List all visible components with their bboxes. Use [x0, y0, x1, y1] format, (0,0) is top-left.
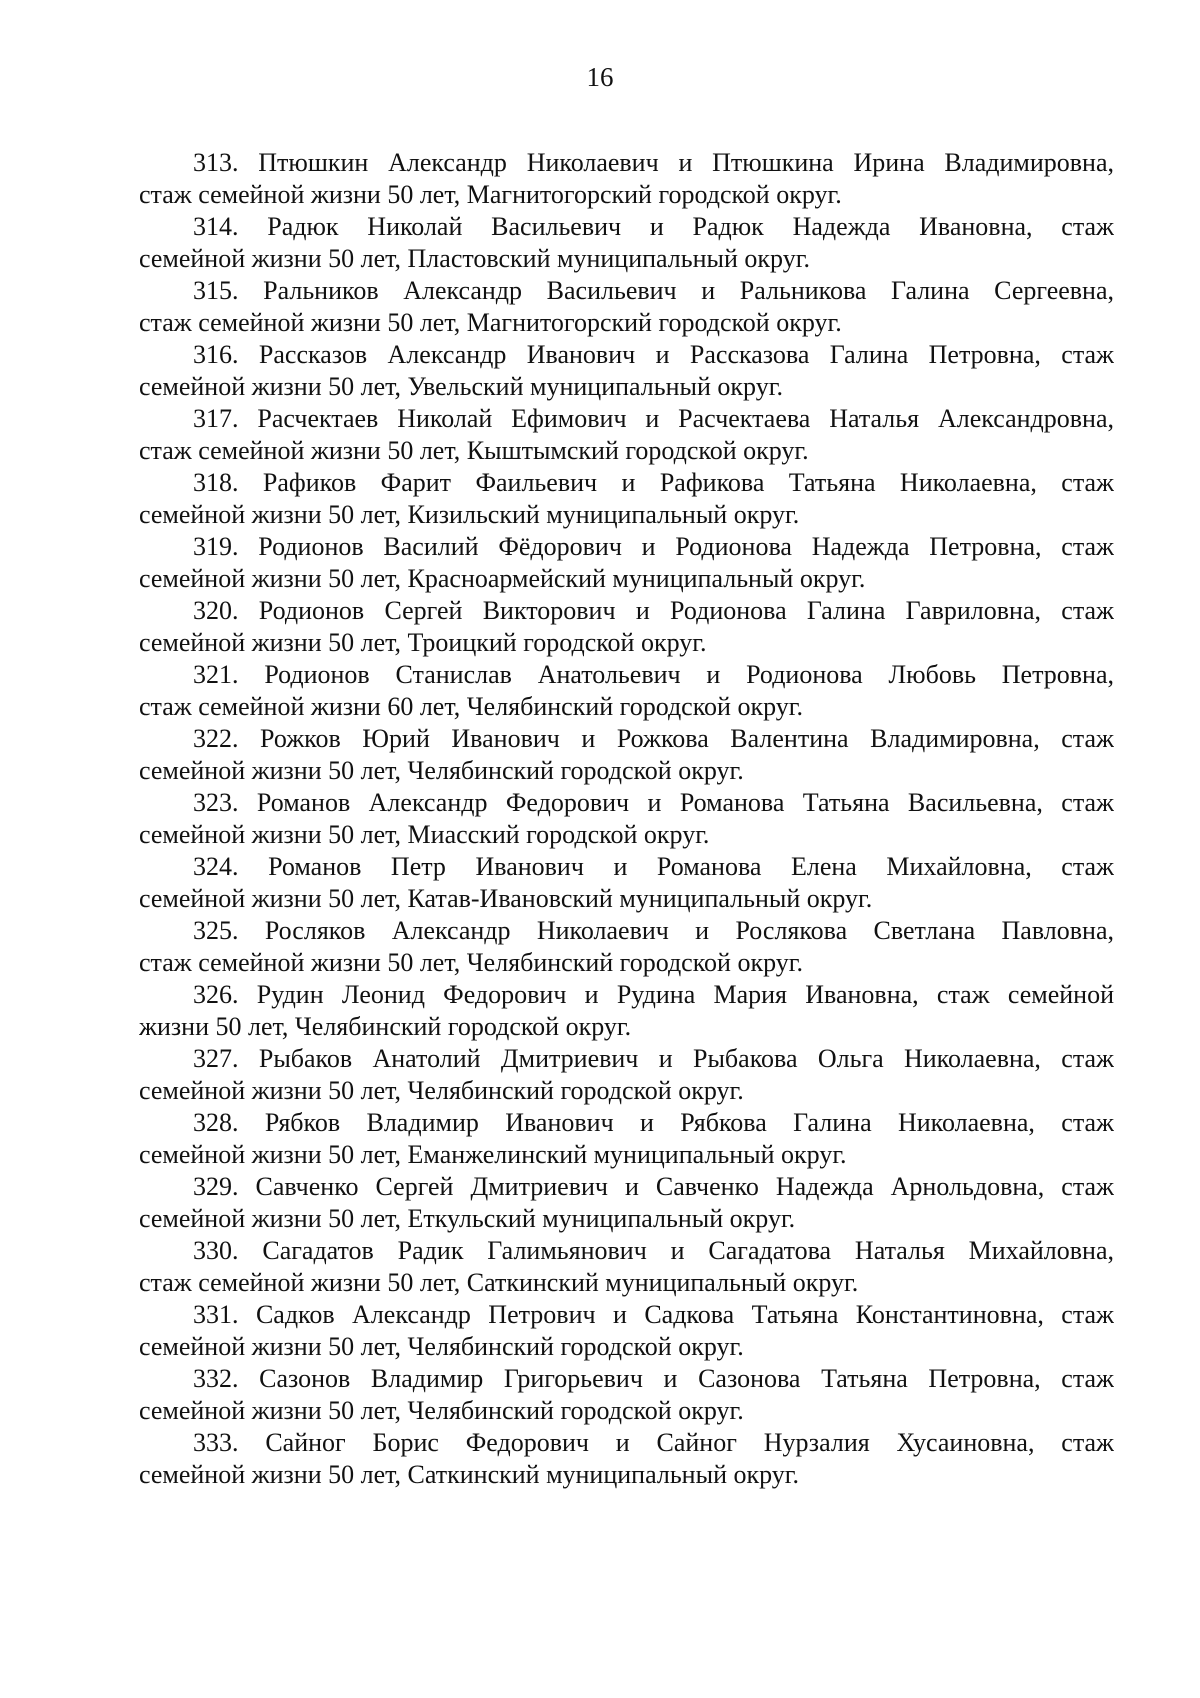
entry-first-line	[139, 1043, 1114, 1075]
entry-text-line1: Родионов Станислав Анатольевич и Родионова Любовь Петровна,	[264, 660, 1114, 689]
entry-text-line1: Романов Александр Федорович и Романова Татьяна Васильевна, стаж	[256, 788, 1114, 817]
entry-text-line1: Родионов Сергей Викторович и Родионова Галина Гавриловна, стаж	[258, 596, 1114, 625]
entry-text-line2: семейной жизни 50 лет, Катав-Ивановский муниципальный округ.	[139, 884, 873, 913]
entry-text-line2: семейной жизни 50 лет, Миасский городской округ.	[139, 820, 710, 849]
entry-first-line	[139, 211, 1114, 243]
entry-text-line2: семейной жизни 50 лет, Челябинский городской округ.	[139, 756, 744, 785]
entry-text-line1: Рассказов Александр Иванович и Рассказова Галина Петровна, стаж	[258, 340, 1114, 369]
entry-first-line	[139, 467, 1114, 499]
entry-text-line2: семейной жизни 50 лет, Саткинский муниципальный округ.	[139, 1460, 800, 1489]
entry-first-line	[139, 787, 1114, 819]
entry-text-line1: Сазонов Владимир Григорьевич и Сазонова Татьяна Петровна, стаж	[259, 1364, 1114, 1393]
entry-text-line2: стаж семейной жизни 50 лет, Кыштымский городской округ.	[139, 436, 809, 465]
entry-number: 323.	[193, 788, 239, 817]
entry-first-line	[139, 403, 1114, 435]
entry-number: 331.	[193, 1300, 239, 1329]
entry-first-line	[139, 275, 1114, 307]
entry-number: 315.	[193, 276, 239, 305]
list-item	[139, 1235, 1114, 1299]
entry-text-line1: Родионов Василий Фёдорович и Родионова Надежда Петровна, стаж	[258, 532, 1114, 561]
entry-text-line2: семейной жизни 50 лет, Красноармейский муниципальный округ.	[139, 564, 866, 593]
entry-number: 326.	[193, 980, 239, 1009]
entry-text-line1: Сайног Борис Федорович и Сайног Нурзалия Хусаиновна, стаж	[265, 1428, 1114, 1457]
entry-number: 327.	[193, 1044, 239, 1073]
entry-number: 319.	[193, 532, 239, 561]
list-item	[139, 723, 1114, 787]
entry-text-line1: Сагадатов Радик Галимьянович и Сагадатова Наталья Михайловна,	[262, 1236, 1114, 1265]
entry-number: 325.	[193, 916, 239, 945]
entry-text-line1: Рожков Юрий Иванович и Рожкова Валентина Владимировна, стаж	[260, 724, 1114, 753]
list-item	[139, 1299, 1114, 1363]
entry-number: 329.	[193, 1172, 239, 1201]
list-item	[139, 915, 1114, 979]
entry-number: 328.	[193, 1108, 239, 1137]
entry-text-line2: семейной жизни 50 лет, Челябинский городской округ.	[139, 1076, 744, 1105]
entry-list	[139, 147, 1114, 1491]
entry-text-line1: Рыбаков Анатолий Дмитриевич и Рыбакова Ольга Николаевна, стаж	[258, 1044, 1114, 1073]
entry-text-line2: семейной жизни 50 лет, Челябинский городской округ.	[139, 1396, 744, 1425]
list-item	[139, 1427, 1114, 1491]
entry-text-line2: жизни 50 лет, Челябинский городской округ.	[139, 1012, 632, 1041]
entry-first-line	[139, 1235, 1114, 1267]
entry-text-line2: семейной жизни 50 лет, Увельский муниципальный округ.	[139, 372, 783, 401]
entry-text-line2: стаж семейной жизни 50 лет, Саткинский муниципальный округ.	[139, 1268, 859, 1297]
entry-first-line	[139, 1427, 1114, 1459]
entry-number: 321.	[193, 660, 239, 689]
entry-first-line	[139, 1363, 1114, 1395]
entry-text-line2: стаж семейной жизни 60 лет, Челябинский городской округ.	[139, 692, 803, 721]
entry-number: 333.	[193, 1428, 239, 1457]
entry-first-line	[139, 1299, 1114, 1331]
entry-first-line	[139, 659, 1114, 691]
list-item	[139, 211, 1114, 275]
entry-text-line1: Рябков Владимир Иванович и Рябкова Галина Николаевна, стаж	[264, 1108, 1114, 1137]
entry-first-line	[139, 1171, 1114, 1203]
entry-first-line	[139, 595, 1114, 627]
entry-first-line	[139, 915, 1114, 947]
entry-text-line1: Романов Петр Иванович и Романова Елена Михайловна, стаж	[268, 852, 1114, 881]
entry-first-line	[139, 851, 1114, 883]
entry-number: 324.	[193, 852, 239, 881]
entry-text-line1: Рафиков Фарит Фаильевич и Рафикова Татьяна Николаевна, стаж	[262, 468, 1114, 497]
entry-number: 316.	[193, 340, 239, 369]
entry-first-line	[139, 723, 1114, 755]
entry-number: 320.	[193, 596, 239, 625]
list-item	[139, 787, 1114, 851]
entry-text-line2: семейной жизни 50 лет, Еманжелинский муниципальный округ.	[139, 1140, 847, 1169]
entry-text-line2: семейной жизни 50 лет, Еткульский муниципальный округ.	[139, 1204, 796, 1233]
entry-first-line	[139, 339, 1114, 371]
entry-text-line1: Росляков Александр Николаевич и Рослякова Светлана Павловна,	[264, 916, 1114, 945]
entry-text-line1: Птюшкин Александр Николаевич и Птюшкина Ирина Владимировна,	[258, 148, 1114, 177]
entry-first-line	[139, 147, 1114, 179]
list-item	[139, 1171, 1114, 1235]
entry-text-line1: Расчектаев Николай Ефимович и Расчектаева Наталья Александровна,	[257, 404, 1114, 433]
list-item	[139, 339, 1114, 403]
entry-first-line	[139, 531, 1114, 563]
entry-text-line2: стаж семейной жизни 50 лет, Магнитогорский городской округ.	[139, 180, 842, 209]
entry-number: 332.	[193, 1364, 239, 1393]
entry-number: 318.	[193, 468, 239, 497]
entry-text-line2: стаж семейной жизни 50 лет, Челябинский городской округ.	[139, 948, 803, 977]
list-item	[139, 147, 1114, 211]
list-item	[139, 531, 1114, 595]
list-item	[139, 1043, 1114, 1107]
entry-first-line	[139, 1107, 1114, 1139]
list-item	[139, 659, 1114, 723]
entry-text-line1: Рудин Леонид Федорович и Рудина Мария Ивановна, стаж семейной	[256, 980, 1114, 1009]
entry-number: 330.	[193, 1236, 239, 1265]
entry-number: 317.	[193, 404, 239, 433]
list-item	[139, 1107, 1114, 1171]
entry-text-line1: Радюк Николай Васильевич и Радюк Надежда Ивановна, стаж	[267, 212, 1114, 241]
entry-text-line2: семейной жизни 50 лет, Кизильский муниципальный округ.	[139, 500, 800, 529]
entry-text-line2: стаж семейной жизни 50 лет, Магнитогорский городской округ.	[139, 308, 842, 337]
entry-text-line2: семейной жизни 50 лет, Троицкий городской округ.	[139, 628, 707, 657]
entry-text-line2: семейной жизни 50 лет, Пластовский муниципальный округ.	[139, 244, 810, 273]
list-item	[139, 403, 1114, 467]
list-item	[139, 467, 1114, 531]
entry-text-line1: Ральников Александр Васильевич и Ральникова Галина Сергеевна,	[263, 276, 1114, 305]
entry-text-line1: Савченко Сергей Дмитриевич и Савченко Надежда Арнольдовна, стаж	[255, 1172, 1114, 1201]
list-item	[139, 979, 1114, 1043]
list-item	[139, 851, 1114, 915]
entry-number: 314.	[193, 212, 239, 241]
list-item	[139, 595, 1114, 659]
page-number: 16	[586, 62, 614, 92]
entry-number: 313.	[193, 148, 239, 177]
entry-first-line	[139, 979, 1114, 1011]
list-item	[139, 1363, 1114, 1427]
entry-number: 322.	[193, 724, 239, 753]
entry-text-line2: семейной жизни 50 лет, Челябинский городской округ.	[139, 1332, 744, 1361]
list-item	[139, 275, 1114, 339]
entry-text-line1: Садков Александр Петрович и Садкова Татьяна Константиновна, стаж	[255, 1300, 1114, 1329]
